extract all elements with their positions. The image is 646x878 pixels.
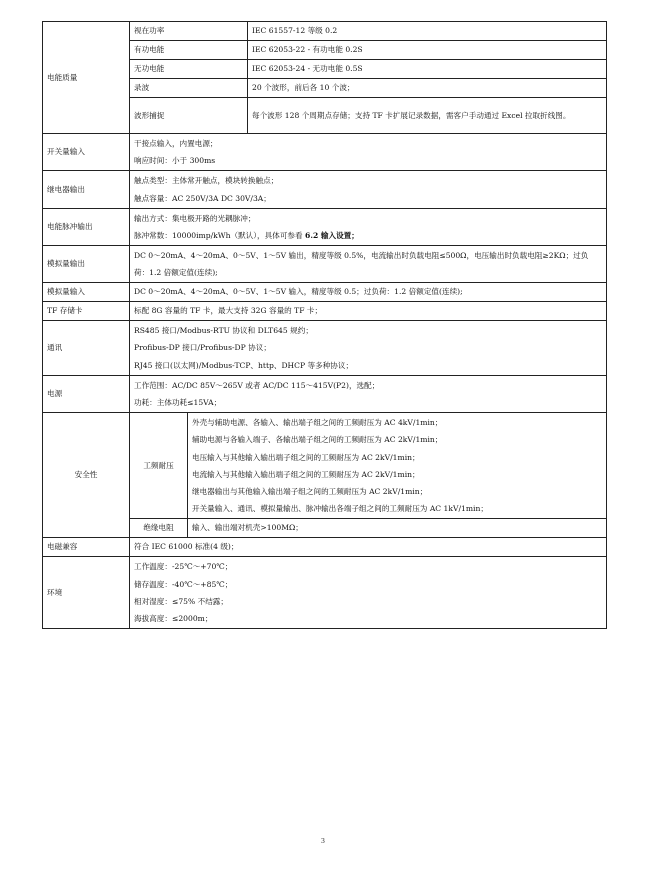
- item-value: IEC 61557-12 等级 0.2: [248, 22, 607, 41]
- row-content: [130, 321, 607, 376]
- table-row: [43, 321, 607, 376]
- table-row: [43, 246, 607, 283]
- content-line: RJ45 接口(以太网)/Modbus-TCP、http、DHCP 等多种协议；: [134, 360, 354, 370]
- table-row: [43, 538, 607, 557]
- row-content: DC 0～20mA、4～20mA、0～5V、1～5V 输入，精度等级 0.5；过负荷：1.2 倍额定值(连续);: [130, 283, 607, 302]
- item-value: IEC 62053-22 - 有功电能 0.2S: [248, 41, 607, 60]
- content-text: 脉冲常数：10000imp/kWh（默认），具体可参看: [134, 231, 306, 241]
- row-label: TF 存储卡: [43, 302, 130, 321]
- row-label: 模拟量输出: [43, 246, 130, 283]
- item-value: 每个波形 128 个周期点存储；支持 TF 卡扩展记录数据，需客户手动通过 Excel 拉取折线图。: [248, 98, 607, 134]
- row-label: 电能脉冲输出: [43, 208, 130, 245]
- row-content: [130, 171, 607, 208]
- item-name: 波形捕捉: [130, 98, 248, 134]
- row-content: [188, 413, 607, 519]
- row-content: [130, 375, 607, 412]
- table-row: [43, 22, 607, 41]
- item-value: IEC 62053-24 - 无功电能 0.5S: [248, 60, 607, 79]
- row-content: 输入、输出端对机壳>100MΩ；: [188, 519, 607, 538]
- content-line: 工作温度：-25℃～+70℃；: [134, 562, 233, 572]
- section-reference: 6.2 输入设置；: [305, 231, 359, 241]
- row-label: 电源: [43, 375, 130, 412]
- table-row: [43, 413, 607, 519]
- row-label: 环境: [43, 557, 130, 629]
- table-row: [43, 208, 607, 245]
- row-content: [130, 208, 607, 245]
- row-content: [130, 134, 607, 171]
- row-content: DC 0～20mA、4～20mA、0～5V、1～5V 输出，精度等级 0.5%，电流输出时负载电阻≤500Ω，电压输出时负载电阻≥2KΩ；过负荷：1.2 倍额定值(连续);: [130, 246, 607, 283]
- content-line: 外壳与辅助电源、各输入、输出端子组之间的工频耐压为 AC 4kV/1min；: [192, 418, 443, 428]
- row-label: 电磁兼容: [43, 538, 130, 557]
- table-row: [43, 302, 607, 321]
- content-line: 电流输入与其他输入输出端子组之间的工频耐压为 AC 2kV/1min；: [192, 469, 420, 479]
- item-name: 录波: [130, 79, 248, 98]
- content-line: 继电器输出与其他输入输出端子组之间的工频耐压为 AC 2kV/1min；: [192, 487, 428, 497]
- content-line: 海拔高度：≤2000m；: [134, 614, 213, 624]
- page-number: 3: [320, 837, 326, 845]
- row-label: 通讯: [43, 321, 130, 376]
- row-label: 开关量输入: [43, 134, 130, 171]
- table-row: [43, 171, 607, 208]
- row-label: 继电器输出: [43, 171, 130, 208]
- row-label: 模拟量输入: [43, 283, 130, 302]
- content-line: RS485 接口/Modbus-RTU 协议和 DLT645 规约；: [134, 326, 313, 336]
- sub-label: 绝缘电阻: [130, 519, 188, 538]
- item-value: 20 个波形，前后各 10 个波；: [248, 79, 607, 98]
- table-row: [43, 557, 607, 629]
- content-line: 辅助电源与各输入端子、各输出端子组之间的工频耐压为 AC 2kV/1min；: [192, 435, 443, 445]
- content-line: 电压输入与其他输入输出端子组之间的工频耐压为 AC 2kV/1min；: [192, 452, 420, 462]
- content-line: 功耗：主体功耗≤15VA；: [134, 398, 222, 408]
- content-line: 输出方式：集电极开路的光耦脉冲；: [134, 213, 256, 223]
- item-name: 视在功率: [130, 22, 248, 41]
- row-label: 安全性: [43, 413, 130, 538]
- content-line: 触点类型：主体常开触点，模块转换触点；: [134, 176, 279, 186]
- power-quality-group: [43, 22, 130, 134]
- table-row: [43, 134, 607, 171]
- table-row: [43, 283, 607, 302]
- item-name: 有功电能: [130, 41, 248, 60]
- sub-label: 工频耐压: [130, 413, 188, 519]
- row-content: 符合 IEC 61000 标准(4 级)；: [130, 538, 607, 557]
- content-line: 触点容量：AC 250V/3A DC 30V/3A；: [134, 193, 271, 203]
- spec-table: [42, 21, 607, 629]
- content-line: 工作范围：AC/DC 85V～265V 或者 AC/DC 115～415V(P2)，选配；: [134, 380, 380, 390]
- content-line: 响应时间：小于 300ms: [134, 156, 216, 166]
- content-line: 储存温度：-40℃～+85℃；: [134, 579, 233, 589]
- content-line: 相对湿度：≤75% 不结露；: [134, 596, 228, 606]
- table-row: [43, 375, 607, 412]
- item-name: 无功电能: [130, 60, 248, 79]
- content-line: Profibus-DP 接口/Profibus-DP 协议；: [134, 343, 271, 353]
- row-content: 标配 8G 容量的 TF 卡，最大支持 32G 容量的 TF 卡；: [130, 302, 607, 321]
- content-line: 开关量输入、通讯、模拟量输出、脉冲输出各端子组之间的工频耐压为 AC 1kV/1min；: [192, 504, 488, 514]
- content-line: [134, 227, 602, 244]
- content-line: 干接点输入，内置电源；: [134, 139, 218, 148]
- row-content: [130, 557, 607, 629]
- row-label: 电能质量: [47, 72, 78, 82]
